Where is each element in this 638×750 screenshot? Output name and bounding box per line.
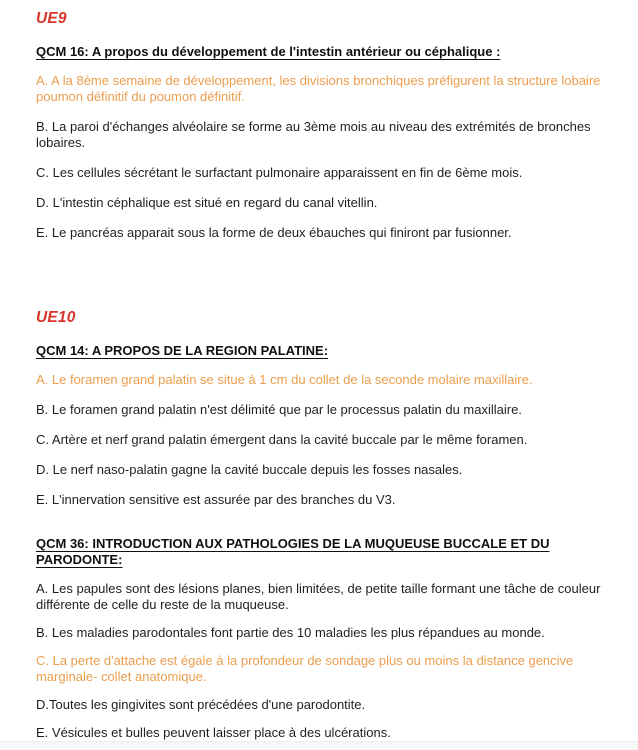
section-ue9 xyxy=(36,10,617,241)
qcm-36-option-b: B. Les maladies parodontales font partie des 10 maladies les plus répandues au monde. xyxy=(36,625,545,640)
qcm-16-option-b: B. La paroi d'échanges alvéolaire se forme au 3ème mois au niveau des extrémités de bronches lobaires. xyxy=(36,119,591,150)
qcm-36-option-e: E. Vésicules et bulles peuvent laisser place à des ulcérations. xyxy=(36,725,391,740)
qcm-16-block xyxy=(36,44,617,241)
qcm-36-option-c: C. La perte d'attache est égale à la profondeur de sondage plus ou moins la distance gencive marginale- collet anatomique. xyxy=(36,653,574,684)
qcm-14-option-e: E. L'innervation sensitive est assurée par des branches du V3. xyxy=(36,492,396,507)
qcm-16-option-d: D. L'intestin céphalique est situé en regard du canal vitellin. xyxy=(36,195,378,210)
qcm-14-title: QCM 14: A PROPOS DE LA REGION PALATINE: xyxy=(36,343,329,358)
qcm-36-title: QCM 36: INTRODUCTION AUX PATHOLOGIES DE LA MUQUEUSE BUCCALE ET DU PARODONTE: xyxy=(36,536,550,567)
qcm-14-option-a: A. Le foramen grand palatin se situe à 1 cm du collet de la seconde molaire maxillaire. xyxy=(36,372,533,387)
qcm-16-option-e: E. Le pancréas apparait sous la forme de deux ébauches qui finiront par fusionner. xyxy=(36,225,512,240)
qcm-36-option-d: D.Toutes les gingivites sont précédées d'une parodontite. xyxy=(36,697,366,712)
page-bottom-edge xyxy=(0,741,638,750)
qcm-14-block xyxy=(36,343,617,508)
qcm-36-block xyxy=(36,536,617,741)
qcm-14-option-b: B. Le foramen grand palatin n'est délimité que par le processus palatin du maxillaire. xyxy=(36,402,522,417)
qcm-14-option-d: D. Le nerf naso-palatin gagne la cavité buccale depuis les fosses nasales. xyxy=(36,462,463,477)
qcm-16-title: QCM 16: A propos du développement de l'intestin antérieur ou céphalique : xyxy=(36,44,501,59)
qcm-16-option-a: A. A la 8ème semaine de développement, les divisions bronchiques préfigurent la structure lobaire poumon définitif du poumon définitif. xyxy=(36,73,601,104)
qcm-14-option-c: C. Artère et nerf grand palatin émergent dans la cavité buccale par le même foramen. xyxy=(36,432,528,447)
qcm-16-option-c: C. Les cellules sécrétant le surfactant pulmonaire apparaissent en fin de 6ème mois. xyxy=(36,165,523,180)
ue9-header: UE9 xyxy=(36,10,67,27)
qcm-36-option-a: A. Les papules sont des lésions planes, bien limitées, de petite taille formant une tâche de couleur différente de celle du reste de la muqueuse. xyxy=(36,581,601,612)
section-ue10 xyxy=(36,309,617,741)
ue10-header: UE10 xyxy=(36,309,76,326)
